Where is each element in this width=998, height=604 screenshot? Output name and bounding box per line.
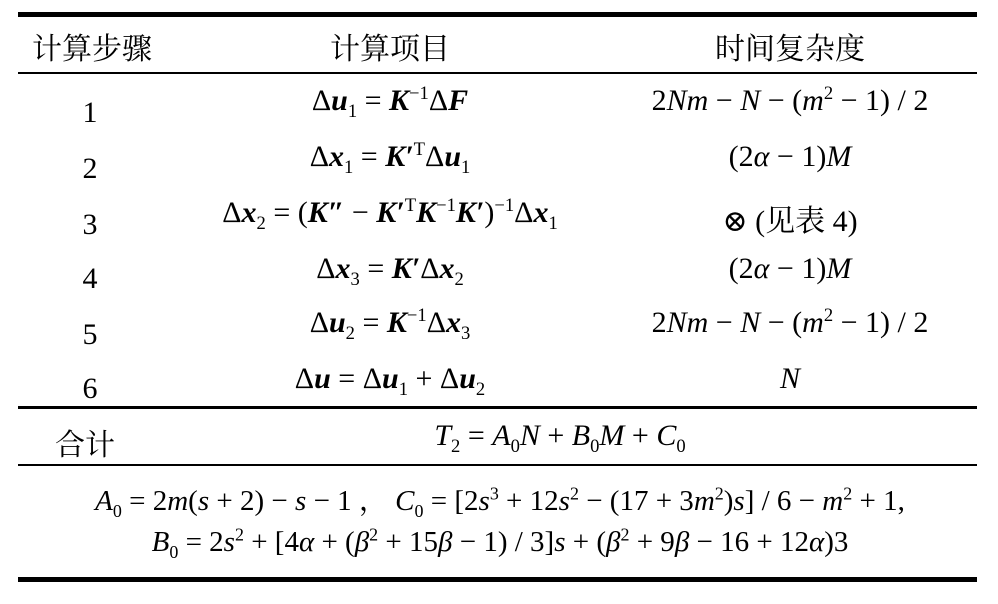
- note-rule: [18, 464, 977, 466]
- step-formula: $\Delta u_1 = K^{-1}\Delta F$: [311, 83, 469, 122]
- step-formula: $\Delta u_2 = K^{-1}\Delta x_3$: [309, 305, 471, 344]
- step-number: 6: [82, 372, 98, 405]
- step-complexity: (2α − 1)M: [728, 252, 852, 285]
- coefficient-note-line1: $A_0 = 2m(s + 2) - s - 1$ ， $C_0 = [2s^3 + 12s^2 - (17 + 3m^2)s] / 6 - m^2 + 1$,: [95, 483, 905, 521]
- header-item: 计算项目: [330, 32, 450, 67]
- total-label: 合计: [55, 428, 115, 463]
- step-formula: $\Delta u = \Delta u_1 + \Delta u_2$: [294, 362, 486, 400]
- step-complexity: $2Nm - N - (m^2 - 1) / 2$: [651, 305, 929, 339]
- bottom-rule: [18, 577, 977, 582]
- header-rule: [18, 72, 977, 74]
- header-complexity: 时间复杂度: [715, 32, 865, 67]
- header-step: 计算步骤: [32, 32, 152, 67]
- top-rule: [18, 12, 977, 17]
- step-formula: $\Delta x_2 = (K'' - K'^TK^{-1}K')^{-1}\Delta x_1$: [222, 195, 558, 234]
- step-number: 2: [82, 152, 98, 185]
- step-number: 1: [82, 96, 98, 129]
- total-rule: [18, 406, 977, 409]
- step-complexity: (2α − 1)M: [728, 140, 852, 173]
- step-number: 5: [82, 318, 98, 351]
- step-number: 3: [82, 208, 98, 241]
- coefficient-note-line2: $B_0 = 2s^2 + [4\alpha + (\beta^2 + 15\beta - 1) / 3]s + (\beta^2 + 9\beta - 16 + 12\alpha)3$: [151, 524, 849, 562]
- total-formula: $T_2 = A_0N + B_0M + C_0$: [434, 419, 686, 457]
- step-complexity: $2Nm - N - (m^2 - 1) / 2$: [651, 83, 929, 117]
- step-complexity: ⊗ (见表 4): [722, 205, 858, 238]
- step-formula: $\Delta x_3 = K'\Delta x_2$: [316, 252, 464, 290]
- step-formula: $\Delta x_1 = K'^T\Delta u_1$: [309, 139, 471, 178]
- step-number: 4: [82, 262, 98, 295]
- step-complexity: N: [779, 362, 800, 395]
